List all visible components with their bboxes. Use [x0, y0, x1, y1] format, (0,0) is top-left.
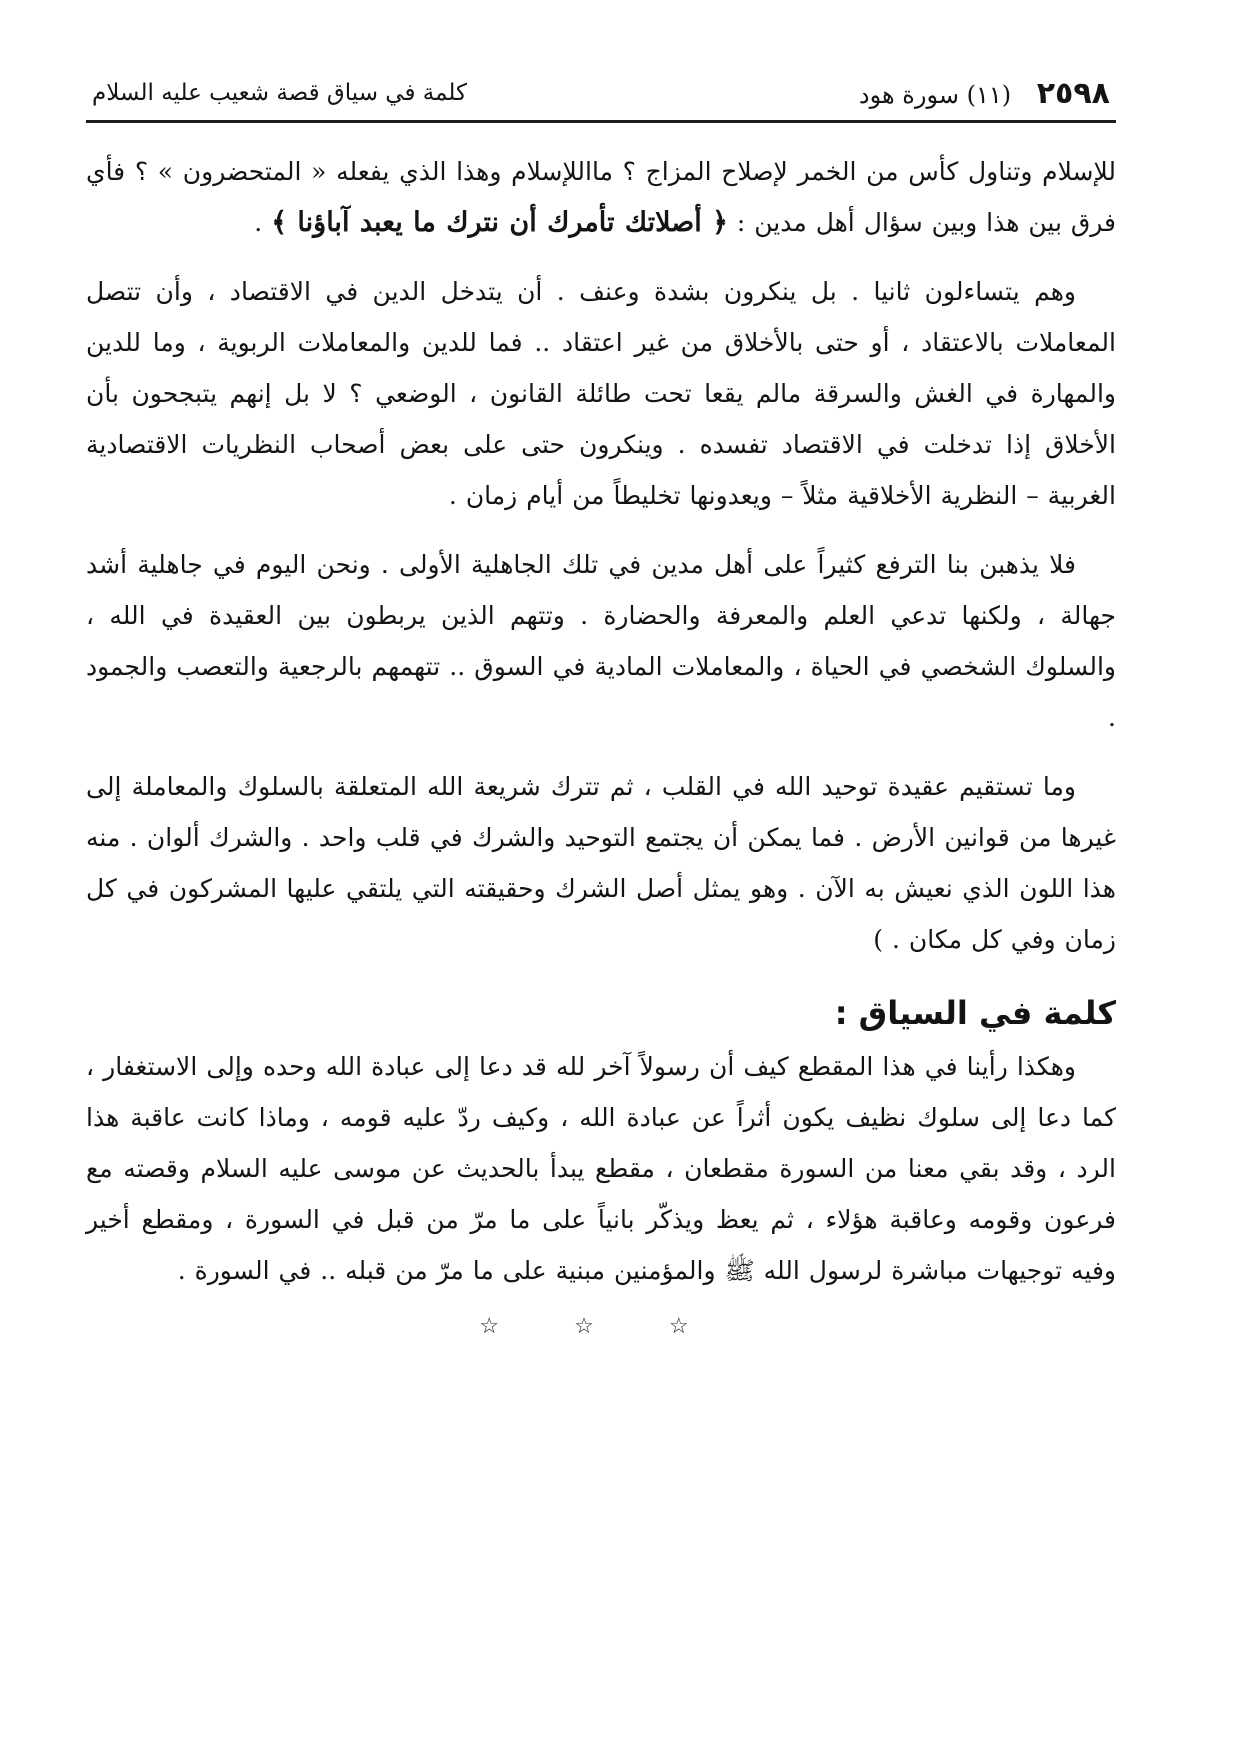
paragraph-4: وما تستقيم عقيدة توحيد الله في القلب ، ثم تترك شريعة الله المتعلقة بالسلوك والمعاملة إلى غيرها من قوانين الأرض . فما يمكن أن يجتمع التوحيد والشرك في قلب واحد . والشرك ألوان . منه هذا اللون الذي نعيش به الآن . وهو يمثل أصل الشرك وحقيقته التي يلتقي عليها المشركون في كل زمان وفي كل مكان . )	[86, 772, 1116, 954]
page-number: ٢٥٩٨	[1036, 76, 1110, 111]
page-body	[86, 146, 1116, 1339]
paragraph-3: فلا يذهبن بنا الترفع كثيراً على أهل مدين في تلك الجاهلية الأولى . ونحن اليوم في جاهلية أشد جهالة ، ولكنها تدعي العلم والمعرفة والحضارة . وتتهم الذين يربطون بين العقيدة في الله ، والسلوك الشخصي في الحياة ، والمعاملات المادية في السوق .. تتهمهم بالرجعية والتعصب والجمود .	[86, 550, 1116, 732]
section-paragraph: وهكذا رأينا في هذا المقطع كيف أن رسولاً آخر لله قد دعا إلى عبادة الله وحده وإلى الاستغفار ، كما دعا إلى سلوك نظيف يكون أثراً عن عبادة الله ، وكيف ردّ عليه قومه ، وماذا كانت عاقبة هذا الرد ، وقد بقي معنا من السورة مقطعان ، مقطع يبدأ بالحديث عن موسى عليه السلام وقصته مع فرعون وقومه وعاقبة هؤلاء ، ثم يعظ ويذكّر بانياً على ما مرّ من قبل في السورة ، ومقطع أخير وفيه توجيهات مباشرة لرسول الله ﷺ والمؤمنين مبنية على ما مرّ من قبله .. في السورة .	[86, 1052, 1116, 1285]
header-right	[859, 76, 1110, 111]
book-page	[86, 56, 1116, 1736]
separator-stars: ☆ ☆ ☆	[479, 1314, 723, 1339]
section-heading: كلمة في السياق :	[834, 994, 1116, 1032]
running-header	[86, 68, 1116, 123]
section-title: كلمة في سياق قصة شعيب عليه السلام	[92, 80, 467, 106]
paragraph-1-end: .	[254, 208, 272, 237]
paragraph-2: وهم يتساءلون ثانيا . بل ينكرون بشدة وعنف . أن يتدخل الدين في الاقتصاد ، وأن تتصل المعاملات بالاعتقاد ، أو حتى بالأخلاق من غير اعتقاد .. فما للدين والمعاملات الربوية ، وما للدين والمهارة في الغش والسرقة مالم يقعا تحت طائلة القانون ، الوضعي ؟ لا بل إنهم يتبجحون بأن الأخلاق إذا تدخلت في الاقتصاد تفسده . وينكرون حتى على بعض أصحاب النظريات الاقتصادية الغربية – النظرية الأخلاقية مثلاً – ويعدونها تخليطاً من أيام زمان .	[86, 277, 1116, 510]
surah-label: (١١) سورة هود	[858, 81, 1012, 109]
paragraph-1-text: للإسلام وتناول كأس من الخمر لإصلاح المزاج ؟ مااللإسلام وهذا الذي يفعله « المتحضرون » ؟ فأي فرق بين هذا وبين سؤال أهل مدين :	[86, 157, 1116, 237]
paragraph-1	[86, 146, 1116, 248]
quran-verse: ﴿ أصلاتك تأمرك أن نترك ما يعبد آباؤنا ﴾	[271, 207, 728, 238]
